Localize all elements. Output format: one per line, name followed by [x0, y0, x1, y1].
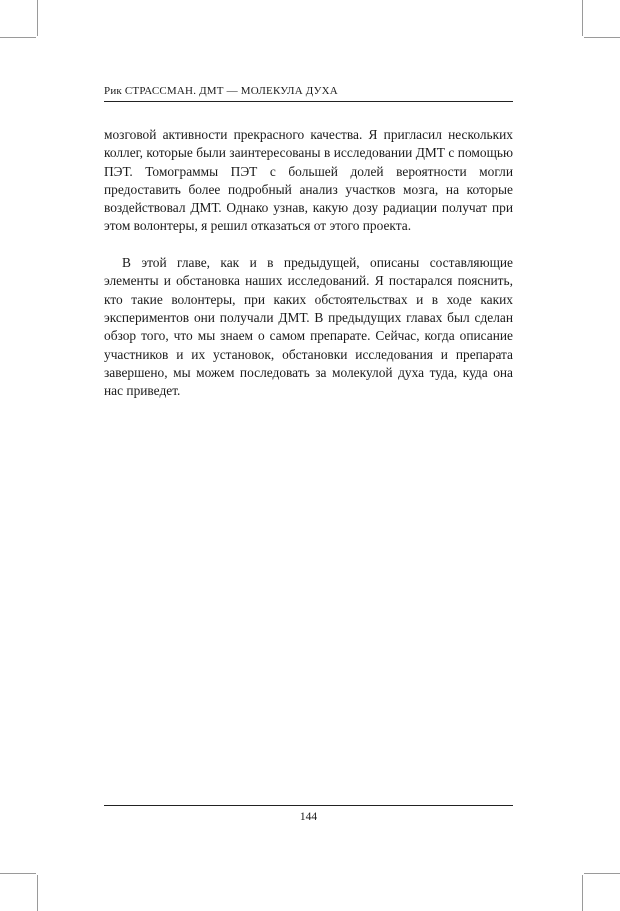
crop-mark-top-left	[37, 0, 38, 36]
crop-mark-right-bottom	[584, 873, 620, 874]
crop-mark-top-right	[582, 0, 583, 36]
paragraph: В этой главе, как и в предыдущей, описаны составляющие элементы и обстановка наших исследований. Я постарался пояснить, кто такие волонтеры, при каких обстоятельствах и в ходе каких экспериментов они получали ДМТ. В предыдущих главах был сделан обзор того, что мы знаем о самом препарате. Сейчас, когда описание участников и их установок, обстановки исследования и препарата завершено, мы можем последовать за молекулой духа туда, куда она нас приведет.	[104, 255, 513, 399]
crop-mark-bottom-right	[582, 875, 583, 911]
crop-mark-left-bottom	[0, 873, 36, 874]
body-text	[104, 126, 513, 400]
crop-mark-right-top	[584, 37, 620, 38]
footer-rule	[104, 805, 513, 806]
header-rule	[104, 101, 513, 102]
page-number: 144	[299, 811, 318, 823]
running-head: Рик СТРАССМАН. ДМТ — МОЛЕКУЛА ДУХА	[104, 85, 338, 97]
crop-mark-bottom-left	[37, 875, 38, 911]
crop-mark-left-top	[0, 37, 36, 38]
paragraph-continued: мозговой активности прекрасного качества. Я пригласил нескольких коллег, которые были заинтересованы в исследовании ДМТ с помощью ПЭТ. Томограммы ПЭТ с большей долей вероятности могли предоставить более подробный анализ участков мозга, на которые воздействовал ДМТ. Однако узнав, какую дозу радиации получат при этом волонтеры, я решил отказаться от этого проекта.	[104, 127, 513, 234]
